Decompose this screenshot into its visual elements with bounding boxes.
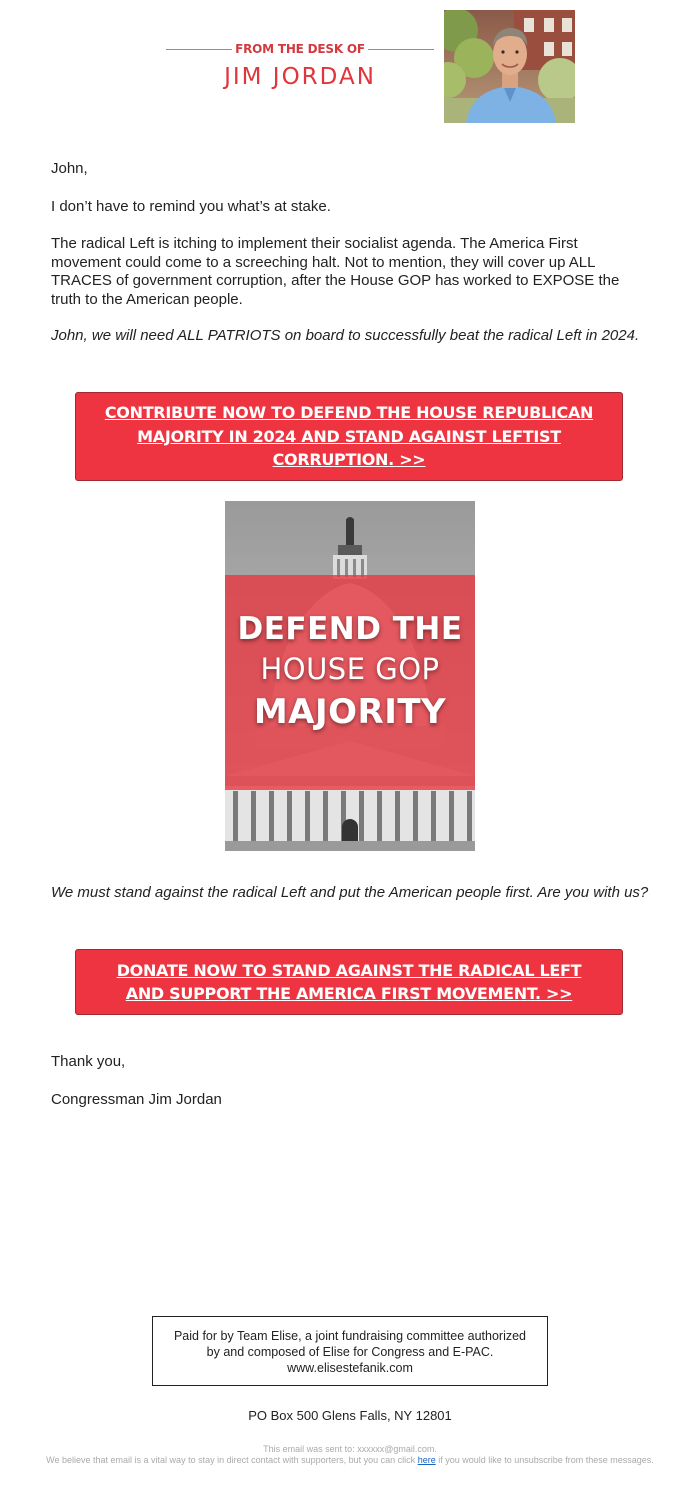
sender-photo bbox=[444, 10, 575, 123]
donate-button-label[interactable]: DONATE NOW TO STAND AGAINST THE RADICAL LEFT AND SUPPORT THE AMERICA FIRST MOVEMENT. >> bbox=[116, 960, 582, 1003]
from-desk-label: FROM THE DESK OF bbox=[235, 42, 365, 56]
unsubscribe-text-before: We believe that email is a vital way to stay in direct contact with supporters, but you can click bbox=[46, 1455, 418, 1465]
poster-line-house-gop: HOUSE GOP bbox=[260, 652, 440, 686]
paragraph-with-us: We must stand against the radical Left and put the American people first. Are you with us? bbox=[51, 884, 649, 901]
unsubscribe-text-after: if you would like to unsubscribe from these messages. bbox=[435, 1455, 654, 1465]
email-header bbox=[0, 0, 700, 130]
paragraph-stakes: I don’t have to remind you what’s at stake. bbox=[51, 198, 331, 215]
defend-majority-poster bbox=[225, 501, 475, 851]
unsubscribe-link[interactable]: here bbox=[417, 1455, 436, 1465]
closing: Thank you, bbox=[51, 1053, 126, 1070]
paragraph-radical-left: The radical Left is itching to implement their socialist agenda. The America First movement could come to a screeching halt. Not to mention, they will cover up ALL TRACES of government corruption, after the House GOP has worked to EXPOSE the truth to the American people. bbox=[51, 235, 620, 308]
paragraph-patriots: John, we will need ALL PATRIOTS on board to successfully beat the radical Left in 2024. bbox=[51, 327, 640, 344]
donate-button[interactable] bbox=[75, 949, 623, 1015]
sender-name: JIM JORDAN bbox=[224, 64, 376, 90]
header-rule-left bbox=[166, 49, 232, 50]
contribute-button[interactable] bbox=[75, 392, 623, 481]
poster-headline bbox=[225, 609, 475, 735]
mailing-address: PO Box 500 Glens Falls, NY 12801 bbox=[248, 1408, 452, 1423]
paid-for-disclaimer: Paid for by Team Elise, a joint fundraising committee authorized by and composed of Elise for Congress and E-PAC. www.elisestefanik.com bbox=[152, 1316, 548, 1386]
header-rule-right bbox=[368, 49, 434, 50]
footer-fineprint bbox=[45, 1444, 655, 1466]
signature: Congressman Jim Jordan bbox=[51, 1091, 222, 1108]
sent-to-notice: This email was sent to: xxxxxx@gmail.com. bbox=[263, 1444, 437, 1454]
poster-line-defend: DEFEND THE bbox=[237, 611, 463, 647]
greeting: John, bbox=[51, 160, 88, 177]
poster-line-majority: MAJORITY bbox=[253, 692, 447, 732]
contribute-button-label[interactable]: CONTRIBUTE NOW TO DEFEND THE HOUSE REPUBLICAN MAJORITY IN 2024 AND STAND AGAINST LEFTIST CORRUPTION. >> bbox=[104, 403, 594, 470]
unsubscribe-notice bbox=[45, 1455, 655, 1466]
